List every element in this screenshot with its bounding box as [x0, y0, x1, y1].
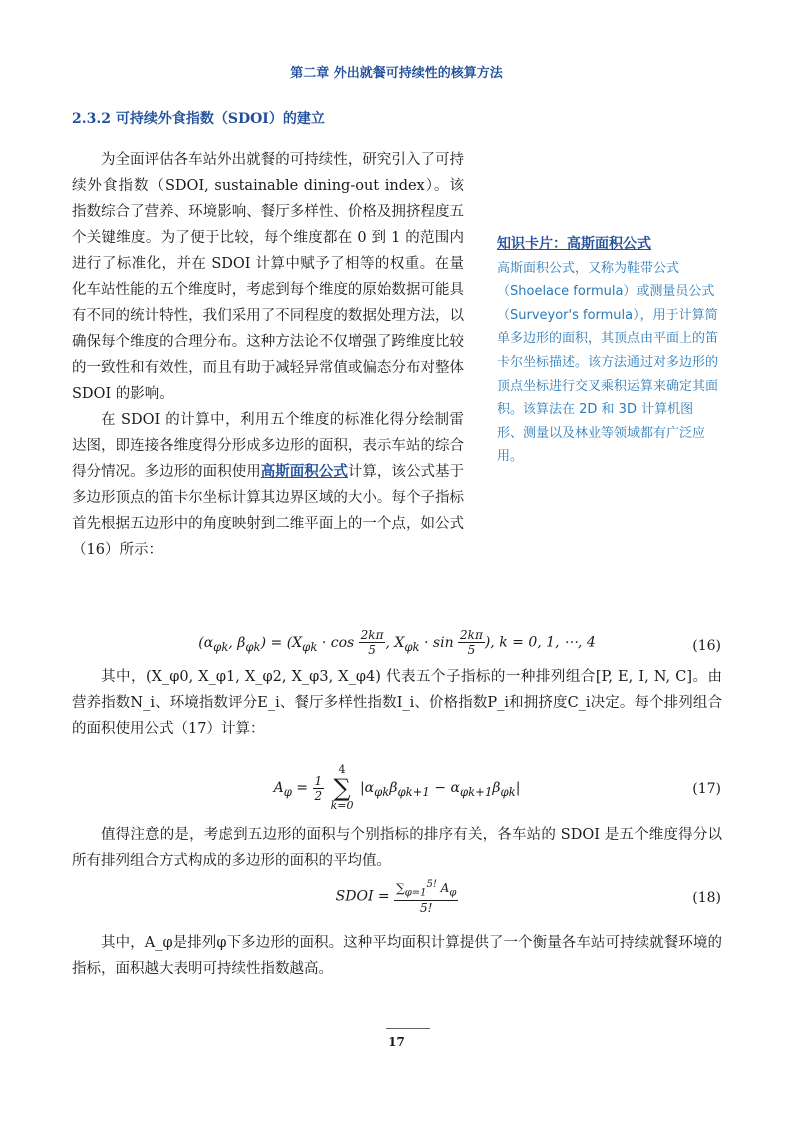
knowledge-card [497, 233, 719, 469]
paragraph-5 [72, 930, 722, 982]
equation-17-number: (17) [692, 781, 721, 797]
paragraph-5-text: 其中，A_φ是排列φ下多边形的面积。这种平均面积计算提供了一个衡量各车站可持续就餐环境的指标，面积越大表明可持续性指数越高。 [72, 935, 722, 977]
paragraph-4 [72, 822, 722, 874]
equation-18: SDOI = $\frac{\sum_{\varphi=1}^{5!} A_\varphi}{5!}$ [335, 879, 457, 916]
gauss-formula-link[interactable]: 高斯面积公式 [260, 463, 348, 480]
chapter-header: 第二章 外出就餐可持续性的核算方法 [290, 66, 503, 81]
equation-16: ($\alpha_{\varphi k}$, $\beta_{\varphi k}) = (X_{\varphi k} \cdot \cos$ $\frac{2k\pi}{5}$ , $X_{\varphi k} \cdot \sin$ $\frac{2k\pi}{5}$ ), k = 0, 1, ⋯, 4 [198, 628, 596, 657]
paragraph-3-text: 其中，(X_φ0, X_φ1, X_φ2, X_φ3, X_φ4) 代表五个子指标的一种排列组合[P, E, I, N, C]。由营养指数N_i、环境指数评分E_i、餐厅多样性指数I_i、价格指数P_i和拥挤度C_i决定。每个排列组合的面积使用公式（17）计算： [72, 669, 722, 737]
left-column [72, 147, 464, 563]
paragraph-2-text-a: 在 SDOI 的计算中，利用五个维度的标准化得分绘制雷达图，即连接各维度得分形成多边形的面积，表示车站的综合得分情况。多边形的面积使用 [72, 412, 464, 480]
paragraph-4-text: 值得注意的是，考虑到五边形的面积与个别指标的排序有关，各车站的 SDOI 是五个维度得分以所有排列组合方式构成的多边形的面积的平均值。 [72, 827, 722, 869]
paragraph-1: 为全面评估各车站外出就餐的可持续性，研究引入了可持续外食指数（SDOI, sustainable dining-out index）。该指数综合了营养、环境影响、餐厅多样性、价格及拥挤程度五个关键维度。为了便于比较，每个维度都在 0 到 1 的范围内进行了标准化，并在 SDOI 计算中赋予了相等的权重。在量化车站性能的五个维度时，考虑到每个维度的原始数据可能具有不同的统计特性，我们采用了不同程度的数据处理方法，以确保每个维度的合理分布。这种方法论不仅增强了跨维度比较的一致性和有效性，而且有助于减轻异常值或偏态分布对整体 SDOI 的影响。 [72, 152, 464, 402]
footer-divider [386, 1028, 430, 1029]
paragraph-3 [72, 664, 722, 742]
equation-17: $A_\varphi$ = $\frac{1}{2}$ 4 ∑ k=0 $|\alpha_{\varphi k}\beta_{\varphi k+1} - \alpha_{\varphi k+1}\beta_{\varphi k}|$ [273, 763, 521, 812]
paragraph-2-text-b: 计算，该公式基于多边形顶点的笛卡尔坐标计算其边界区域的大小。每个子指标首先根据五边形中的角度映射到二维平面上的一个点，如公式（16）所示： [72, 464, 465, 558]
paragraph-2 [72, 407, 464, 563]
equation-16-number: (16) [692, 638, 721, 654]
equation-18-number: (18) [692, 890, 721, 906]
page-number: 17 [388, 1035, 405, 1049]
knowledge-card-title: 知识卡片：高斯面积公式 [497, 236, 651, 252]
knowledge-card-body: 高斯面积公式，又称为鞋带公式（Shoelace formula）或测量员公式（Surveyor's formula），用于计算简单多边形的面积，其顶点由平面上的笛卡尔坐标描述。该方法通过对多边形的顶点坐标进行交叉乘积运算来确定其面积。该算法在 2D 和 3D 计算机图形、测量以及林业等领域都有广泛应用。 [497, 260, 719, 465]
section-title: 2.3.2 可持续外食指数（SDOI）的建立 [72, 111, 325, 127]
